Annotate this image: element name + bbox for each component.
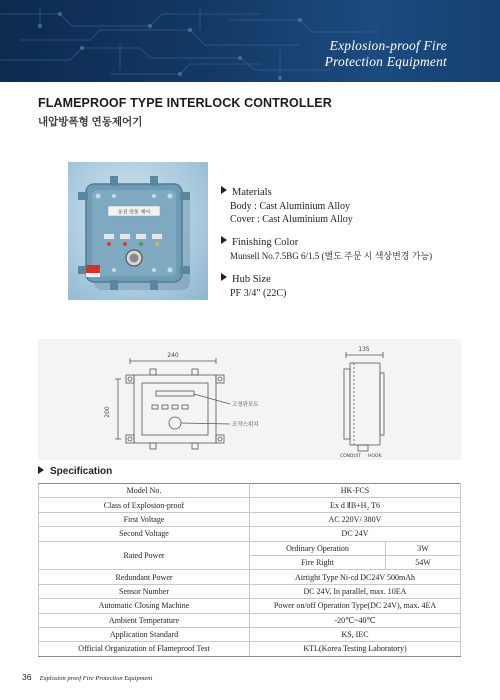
- dim-depth-label: 135: [358, 346, 370, 353]
- spec-value: HK-FCS: [250, 484, 461, 498]
- product-nameplate-text: 운전 연동 제어: [117, 209, 151, 216]
- hub-heading: Hub Size: [232, 274, 271, 285]
- spec-label: Ambient Temperature: [39, 613, 250, 627]
- materials-section: [221, 186, 353, 226]
- arrow-right-icon: [221, 186, 227, 194]
- table-row: [39, 570, 461, 584]
- table-row: [39, 613, 461, 627]
- specification-heading: Specification: [38, 466, 112, 477]
- view-label-front: CONDUIT: [340, 454, 361, 459]
- table-row: [39, 484, 461, 498]
- hub-value: PF 3/4" (22C): [230, 288, 287, 299]
- finishing-value: Munsell No.7.5BG 6/1.5 (별도 주문 시 색상변경 가능): [230, 251, 433, 261]
- dim-height-label: 200: [104, 406, 111, 418]
- spec-sublabel: Fire Right: [250, 555, 386, 569]
- finishing-heading: Finishing Color: [232, 237, 299, 248]
- spec-value: AC 220V/ 380V: [250, 512, 461, 526]
- page-footer: [22, 672, 152, 682]
- spec-value: KTL(Korea Testing Laboratory): [250, 642, 461, 656]
- materials-body: Body : Cast Aluminium Alloy: [230, 201, 351, 212]
- technical-drawing: [38, 339, 461, 460]
- materials-cover: Cover : Cast Aluminium Alloy: [230, 214, 353, 225]
- spec-value: DC 24V, In parallel, max. 10EA: [250, 584, 461, 598]
- specification-table: [38, 483, 461, 657]
- spec-label: Official Organization of Flameproof Test: [39, 642, 250, 656]
- spec-label: Redundant Power: [39, 570, 250, 584]
- spec-value: DC 24V: [250, 527, 461, 541]
- table-row: [39, 527, 461, 541]
- product-photo: [68, 162, 208, 300]
- spec-value: KS, IEC: [250, 627, 461, 641]
- dim-width-label: 240: [167, 352, 179, 359]
- page-title: FLAMEPROOF TYPE INTERLOCK CONTROLLER: [38, 96, 332, 110]
- spec-value: Power on/off Operation Type(DC 24V), max. 4EA: [250, 599, 461, 613]
- spec-value: 54W: [386, 555, 461, 569]
- arrow-right-icon: [221, 273, 227, 281]
- table-row: [39, 541, 461, 555]
- callout-nameplate: 고정판포트: [232, 402, 259, 408]
- header-banner: [0, 0, 500, 82]
- spec-value: 3W: [386, 541, 461, 555]
- table-row: [39, 599, 461, 613]
- spec-label: Model No.: [39, 484, 250, 498]
- spec-label: Sensor Number: [39, 584, 250, 598]
- banner-title-line1: Explosion-proof Fire: [329, 38, 447, 53]
- spec-label: First Voltage: [39, 512, 250, 526]
- page-number: 36: [22, 672, 32, 682]
- arrow-right-icon: [221, 236, 227, 244]
- callout-switch: 조작스위치: [232, 422, 259, 428]
- table-row: [39, 642, 461, 656]
- spec-label: Second Voltage: [39, 527, 250, 541]
- spec-label: Automatic Closing Machine: [39, 599, 250, 613]
- spec-sublabel: Ordinary Operation: [250, 541, 386, 555]
- table-row: [39, 512, 461, 526]
- page-subtitle-korean: 내압방폭형 연동제어기: [38, 116, 143, 128]
- arrow-right-icon: [38, 466, 44, 474]
- table-row: [39, 627, 461, 641]
- spec-label: Class of Explosion-proof: [39, 498, 250, 512]
- spec-label: Application Standard: [39, 627, 250, 641]
- banner-title-line2: Protection Equipment: [324, 54, 447, 69]
- spec-value: Airtight Type Ni-cd DC24V 500mAh: [250, 570, 461, 584]
- spec-value: Ex d ⅡB+H₂ T6: [250, 498, 461, 512]
- spec-label: Rated Power: [39, 541, 250, 570]
- footer-text: Explosion proof Fire Protection Equipment: [39, 675, 153, 682]
- table-row: [39, 584, 461, 598]
- view-label-side: HOOK: [368, 454, 382, 459]
- spec-value: -20℃~40℃: [250, 613, 461, 627]
- table-row: [39, 498, 461, 512]
- hub-section: [221, 273, 286, 300]
- finishing-section: [221, 236, 432, 263]
- materials-heading: Materials: [232, 187, 272, 198]
